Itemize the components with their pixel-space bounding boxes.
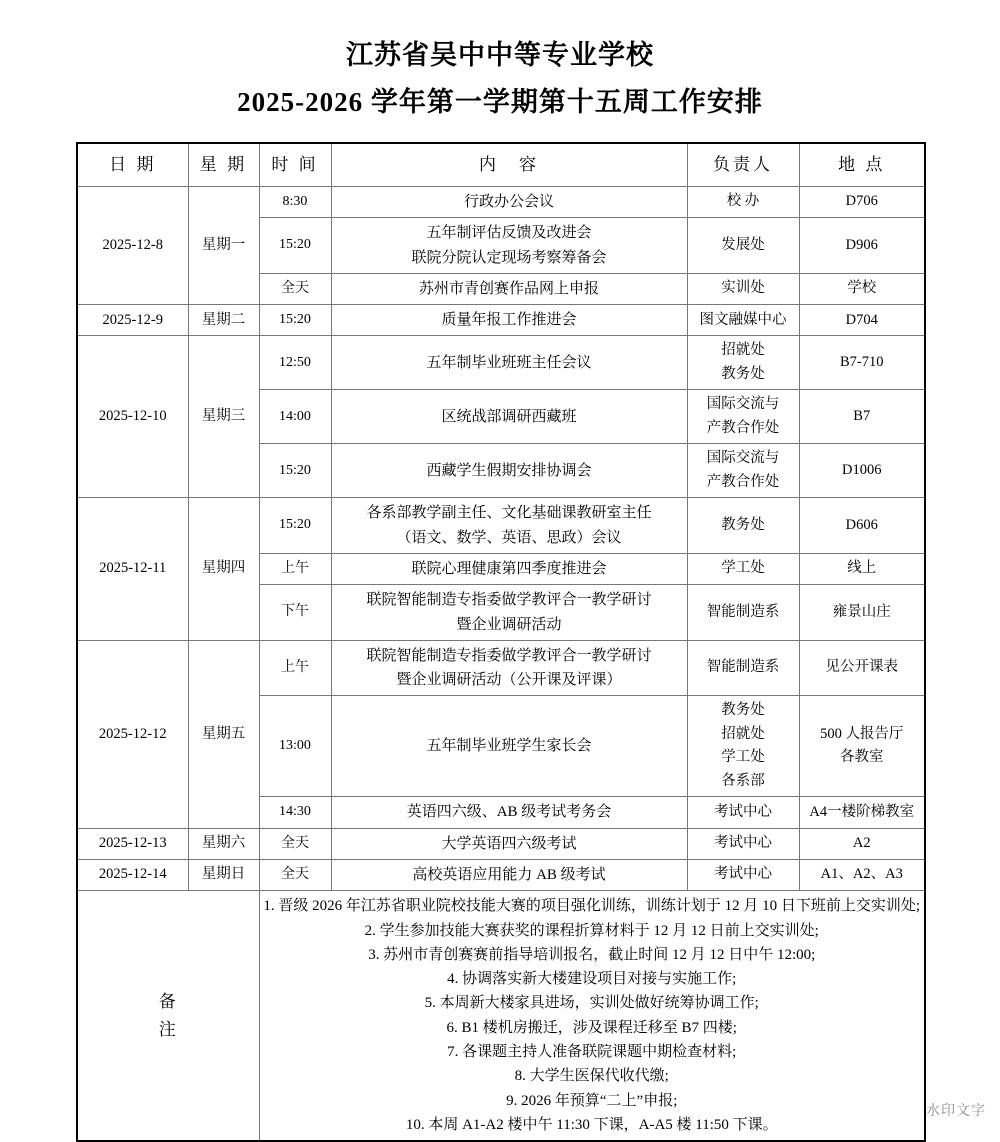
cell-place: B7 xyxy=(799,390,925,444)
cell-time: 15:20 xyxy=(259,218,331,274)
table-header xyxy=(77,143,925,187)
note-item: 10. 本周 A1-A2 楼中午 11:30 下课，A-A5 楼 11:50 下课。 xyxy=(405,1116,778,1133)
cell-content: 联院心理健康第四季度推进会 xyxy=(331,553,687,584)
place-line: 500 人报告厅 xyxy=(820,725,904,742)
table-row xyxy=(77,336,925,390)
cell-place: A4一楼阶梯教室 xyxy=(799,797,925,828)
cell-weekday: 星期一 xyxy=(188,187,259,305)
cell-owner: 智能制造系 xyxy=(687,585,799,641)
cell-place: 学校 xyxy=(799,273,925,304)
cell-place: A2 xyxy=(799,828,925,859)
table-row xyxy=(77,305,925,336)
table-row xyxy=(77,640,925,696)
cell-place: D906 xyxy=(799,218,925,274)
cell-owner xyxy=(687,696,799,797)
note-item: 8. 大学生医保代收代缴; xyxy=(514,1068,669,1085)
owner-line: 招就处 xyxy=(721,725,765,742)
cell-time: 下午 xyxy=(259,585,331,641)
column-header-place: 地 点 xyxy=(799,143,925,187)
remarks-label xyxy=(77,891,259,1141)
note-item: 7. 各课题主持人准备联院课题中期检查材料; xyxy=(447,1044,737,1061)
note-item: 6. B1 楼机房搬迁，涉及课程迁移至 B7 四楼; xyxy=(446,1019,737,1036)
cell-time: 上午 xyxy=(259,553,331,584)
cell-owner: 教务处 xyxy=(687,498,799,554)
column-header-weekday: 星 期 xyxy=(188,143,259,187)
cell-content xyxy=(331,218,687,274)
cell-date: 2025-12-11 xyxy=(77,498,188,640)
cell-content: 质量年报工作推进会 xyxy=(331,305,687,336)
content-line: 五年制评估反馈及改进会 xyxy=(426,225,592,242)
table-row xyxy=(77,828,925,859)
cell-place: D606 xyxy=(799,498,925,554)
cell-place: A1、A2、A3 xyxy=(799,860,925,891)
cell-content: 苏州市青创赛作品网上申报 xyxy=(331,273,687,304)
page-title: 2025-2026 学年第一学期第十五周工作安排 xyxy=(237,87,763,118)
note-item: 9. 2026 年预算“二上”申报; xyxy=(506,1092,678,1109)
cell-content: 大学英语四六级考试 xyxy=(331,828,687,859)
owner-line: 教务处 xyxy=(721,702,765,719)
owner-line: 产教合作处 xyxy=(706,473,780,490)
cell-time: 14:00 xyxy=(259,390,331,444)
cell-owner: 考试中心 xyxy=(687,860,799,891)
remarks-row xyxy=(77,891,925,1141)
cell-content xyxy=(331,498,687,554)
cell-content xyxy=(331,640,687,696)
remarks-label-line: 注 xyxy=(158,1019,178,1039)
cell-time: 15:20 xyxy=(259,498,331,554)
content-line: 各系部教学副主任、文化基础课教研室主任 xyxy=(366,505,652,522)
cell-content: 西藏学生假期安排协调会 xyxy=(331,444,687,498)
owner-line: 各系部 xyxy=(721,772,765,789)
cell-time: 13:00 xyxy=(259,696,331,797)
cell-weekday: 星期六 xyxy=(188,828,259,859)
cell-place: D706 xyxy=(799,187,925,218)
content-line: 暨企业调研活动 xyxy=(456,616,562,633)
cell-time: 全天 xyxy=(259,828,331,859)
owner-line: 产教合作处 xyxy=(706,419,780,436)
cell-weekday: 星期三 xyxy=(188,336,259,498)
cell-content: 五年制毕业班班主任会议 xyxy=(331,336,687,390)
cell-time: 15:20 xyxy=(259,444,331,498)
note-item: 1. 晋级 2026 年江苏省职业院校技能大赛的项目强化训练，训练计划于 12 月 10 日下班前上交实训处; xyxy=(263,898,921,915)
cell-date: 2025-12-10 xyxy=(77,336,188,498)
table-row xyxy=(77,187,925,218)
cell-place: B7-710 xyxy=(799,336,925,390)
cell-date: 2025-12-12 xyxy=(77,640,188,828)
cell-owner: 考试中心 xyxy=(687,828,799,859)
cell-place: 雍景山庄 xyxy=(799,585,925,641)
cell-content: 区统战部调研西藏班 xyxy=(331,390,687,444)
cell-time: 12:50 xyxy=(259,336,331,390)
owner-line: 国际交流与 xyxy=(706,396,780,413)
remarks-body xyxy=(259,891,925,1141)
table-row xyxy=(77,498,925,554)
cell-owner: 图文融媒中心 xyxy=(687,305,799,336)
cell-owner: 实训处 xyxy=(687,273,799,304)
cell-time: 上午 xyxy=(259,640,331,696)
owner-line: 学工处 xyxy=(721,749,765,766)
content-line: 暨企业调研活动（公开课及评课） xyxy=(396,672,622,689)
cell-place: 线上 xyxy=(799,553,925,584)
cell-content: 行政办公会议 xyxy=(331,187,687,218)
note-item: 3. 苏州市青创赛赛前指导培训报名，截止时间 12 月 12 日中午 12:00; xyxy=(368,946,816,963)
school-name: 江苏省吴中中等专业学校 xyxy=(346,40,654,70)
owner-line: 招就处 xyxy=(721,342,765,359)
cell-owner: 校 办 xyxy=(687,187,799,218)
cell-content xyxy=(331,585,687,641)
cell-owner: 智能制造系 xyxy=(687,640,799,696)
note-item: 2. 学生参加技能大赛获奖的课程折算材料于 12 月 12 日前上交实训处; xyxy=(364,922,819,939)
cell-date: 2025-12-8 xyxy=(77,187,188,305)
cell-owner: 发展处 xyxy=(687,218,799,274)
column-header-time: 时 间 xyxy=(259,143,331,187)
cell-weekday: 星期五 xyxy=(188,640,259,828)
cell-content: 英语四六级、AB 级考试考务会 xyxy=(331,797,687,828)
cell-owner xyxy=(687,444,799,498)
cell-weekday: 星期四 xyxy=(188,498,259,640)
column-header-content: 内 容 xyxy=(331,143,687,187)
watermark-text: 水印文字 xyxy=(926,1104,986,1119)
owner-line: 教务处 xyxy=(721,365,765,382)
cell-owner xyxy=(687,390,799,444)
header-row xyxy=(77,143,925,187)
content-line: 联院智能制造专指委做学教评合一教学研讨 xyxy=(366,647,652,664)
cell-time: 全天 xyxy=(259,860,331,891)
schedule-table-container xyxy=(76,142,924,1142)
remarks-label-line: 备 xyxy=(158,992,178,1012)
cell-place: D1006 xyxy=(799,444,925,498)
document-title-block xyxy=(0,0,1000,122)
cell-time: 8:30 xyxy=(259,187,331,218)
cell-weekday: 星期日 xyxy=(188,860,259,891)
cell-place xyxy=(799,696,925,797)
cell-date: 2025-12-9 xyxy=(77,305,188,336)
cell-owner: 学工处 xyxy=(687,553,799,584)
note-item: 5. 本周新大楼家具进场，实训处做好统筹协调工作; xyxy=(424,995,759,1012)
cell-place: 见公开课表 xyxy=(799,640,925,696)
cell-owner: 考试中心 xyxy=(687,797,799,828)
cell-date: 2025-12-13 xyxy=(77,828,188,859)
table-row xyxy=(77,860,925,891)
cell-time: 14:30 xyxy=(259,797,331,828)
place-line: 各教室 xyxy=(840,749,884,766)
cell-owner xyxy=(687,336,799,390)
content-line: 联院分院认定现场考察筹备会 xyxy=(411,249,607,266)
cell-weekday: 星期二 xyxy=(188,305,259,336)
table-body xyxy=(77,187,925,1142)
cell-content: 高校英语应用能力 AB 级考试 xyxy=(331,860,687,891)
cell-content: 五年制毕业班学生家长会 xyxy=(331,696,687,797)
cell-place: D704 xyxy=(799,305,925,336)
owner-line: 国际交流与 xyxy=(706,450,780,467)
schedule-table xyxy=(76,142,926,1142)
column-header-date: 日 期 xyxy=(77,143,188,187)
content-line: （语文、数学、英语、思政）会议 xyxy=(396,529,622,546)
note-item: 4. 协调落实新大楼建设项目对接与实施工作; xyxy=(447,971,737,988)
content-line: 联院智能制造专指委做学教评合一教学研讨 xyxy=(366,592,652,609)
cell-time: 全天 xyxy=(259,273,331,304)
cell-date: 2025-12-14 xyxy=(77,860,188,891)
column-header-owner: 负责人 xyxy=(687,143,799,187)
cell-time: 15:20 xyxy=(259,305,331,336)
